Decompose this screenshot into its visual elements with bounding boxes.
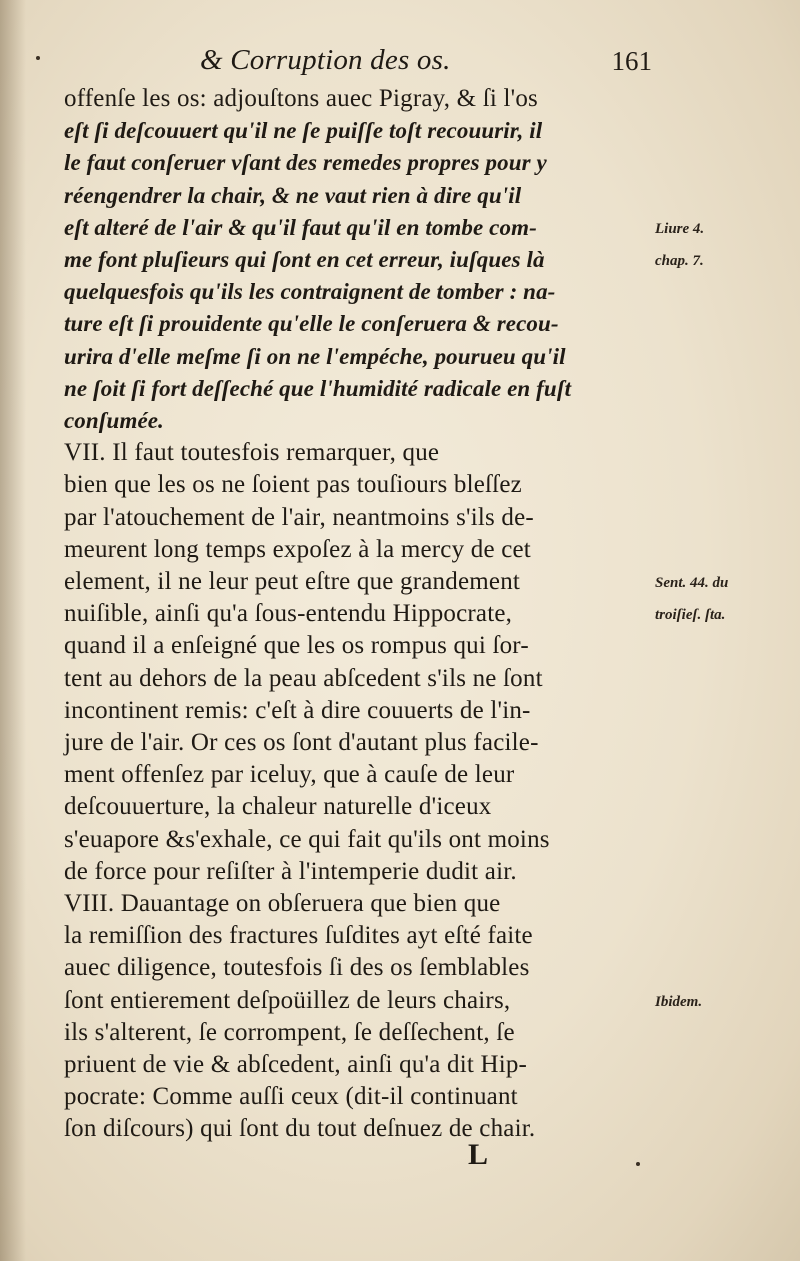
- text-line: s'euapore &s'exhale, ce qui fait qu'ils ont moins: [64, 825, 550, 853]
- text-line: conſumée.: [64, 408, 164, 433]
- text-line: VIII. Dauantage on obſeruera que bien que: [64, 890, 501, 917]
- marginal-note: Liure 4.: [655, 220, 705, 237]
- running-head: [128, 44, 658, 84]
- page-speck: [636, 1162, 640, 1166]
- page-number: 161: [611, 46, 652, 76]
- text-line: réengendrer la chair, & ne vaut rien à dire qu'il: [64, 182, 522, 208]
- text-line: quand il a enſeigné que les os rompus qui ſor-: [64, 632, 529, 660]
- text-line: quelquesfois qu'ils les contraignent de tomber : na-: [64, 279, 556, 305]
- running-head-title: & Corruption des os.: [200, 44, 451, 76]
- text-line: meurent long temps expoſez à la mercy de cet: [64, 535, 531, 563]
- text-line: bien que les os ne ſoient pas touſiours bleſſez: [64, 471, 522, 499]
- text-line: la remiſſion des fractures ſuſdites ayt eſté faite: [64, 922, 533, 950]
- text-line: urira d'elle meſme ſi on ne l'empéche, pourueu qu'il: [64, 343, 566, 369]
- text-line: auec diligence, toutesfois ſi des os ſemblables: [64, 954, 530, 982]
- marginal-note: chap. 7.: [655, 253, 704, 269]
- text-line: ne ſoit ſi fort deſſeché que l'humidité radicale en fuſt: [64, 375, 572, 401]
- signature-mark: L: [468, 1138, 489, 1171]
- text-line: de force pour reſiſter à l'intemperie dudit air.: [64, 857, 517, 885]
- text-line: jure de l'air. Or ces os ſont d'autant plus facile-: [64, 729, 539, 756]
- marginal-note: Ibidem.: [655, 993, 703, 1010]
- marginal-note: Sent. 44. du: [655, 575, 729, 591]
- text-line: me font pluſieurs qui ſont en cet erreur, iuſques là: [64, 247, 545, 272]
- text-line: incontinent remis: c'eſt à dire couuerts de l'in-: [64, 696, 531, 724]
- text-line: nuiſible, ainſi qu'a ſous-entendu Hippocrate,: [64, 600, 513, 628]
- text-line: deſcouuerture, la chaleur naturelle d'iceux: [64, 793, 492, 821]
- text-line: ſont entierement deſpoüillez de leurs chairs,: [64, 986, 511, 1014]
- text-line: priuent de vie & abſcedent, ainſi qu'a dit Hip-: [64, 1051, 528, 1078]
- text-line: ment offenſez par iceluy, que à cauſe de leur: [64, 761, 515, 789]
- text-line: tent au dehors de la peau abſcedent s'ils ne ſont: [64, 664, 543, 692]
- text-line: ture eſt ſi prouidente qu'elle le conſeruera & recou-: [64, 311, 559, 337]
- text-line: ſon diſcours) qui ſont du tout deſnuez de chair.: [64, 1115, 536, 1143]
- text-line: par l'atouchement de l'air, neantmoins s'ils de-: [64, 503, 534, 531]
- text-line: eſt ſi deſcouuert qu'il ne ſe puiſſe toſt recouurir, il: [64, 118, 543, 144]
- text-line: VII. Il faut toutesfois remarquer, que: [64, 439, 440, 467]
- text-line: le faut conſeruer vſant des remedes propres pour y: [64, 150, 547, 176]
- text-line: element, il ne leur peut eſtre que grandement: [64, 568, 521, 595]
- marginal-note: troiſieſ. ſta.: [655, 607, 726, 624]
- page-speck: [36, 56, 40, 60]
- text-line: eſt alteré de l'air & qu'il faut qu'il en tombe com-: [64, 214, 537, 240]
- text-line: ils s'alterent, ſe corrompent, ſe deſſechent, ſe: [64, 1018, 515, 1046]
- text-line: offenſe les os: adjouſtons auec Pigray, & ſi l'os: [64, 85, 538, 112]
- gutter-shadow: [0, 0, 26, 1261]
- text-line: pocrate: Comme auſſi ceux (dit-il continuant: [64, 1083, 518, 1111]
